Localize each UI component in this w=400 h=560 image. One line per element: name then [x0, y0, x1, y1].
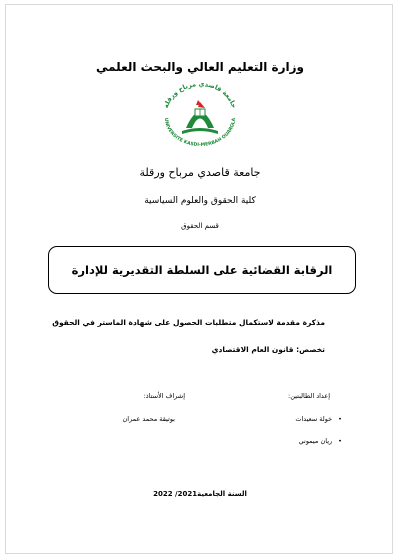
student-name: خولة سعيدات	[295, 415, 333, 423]
faculty-name: كلية الحقوق والعلوم السياسية	[144, 196, 256, 206]
memo-statement: مذكرة مقدمة لاستكمال متطلبات الحصول على شهادة الماستر في الحقوق	[52, 318, 325, 327]
university-emblem-icon	[155, 78, 245, 150]
department-name: قسم الحقوق	[181, 222, 219, 230]
academic-year: السنة الجامعية2021/ 2022	[153, 490, 247, 498]
supervisor-name: بوتيقة محمد عمران	[122, 415, 175, 423]
thesis-title-box	[48, 246, 356, 294]
bullet-icon: •	[338, 437, 342, 445]
bullet-icon: •	[338, 415, 342, 423]
logo-latin-text: UNIVERSITE KASDI-MERBAH OUARGLA	[162, 117, 238, 149]
student-item	[295, 415, 342, 423]
student-item	[299, 437, 342, 445]
university-name: جامعة قاصدي مرباح ورقلة	[139, 166, 261, 179]
supervisor-heading: إشراف الأستاذ:	[143, 392, 185, 400]
logo-arabic-text: جامعة قاصدي مرباح ورقلة	[161, 79, 239, 110]
student-name: ريان ميموني	[298, 437, 333, 445]
thesis-title: الرقابة القضائية على السلطة التقديرية للإدارة	[71, 263, 333, 277]
specialization: تخصص: قانون العام الاقتصادي	[211, 345, 325, 354]
students-heading: إعداد الطالبتين:	[288, 392, 330, 400]
ministry-heading: وزارة التعليم العالي والبحث العلمي	[95, 60, 305, 74]
